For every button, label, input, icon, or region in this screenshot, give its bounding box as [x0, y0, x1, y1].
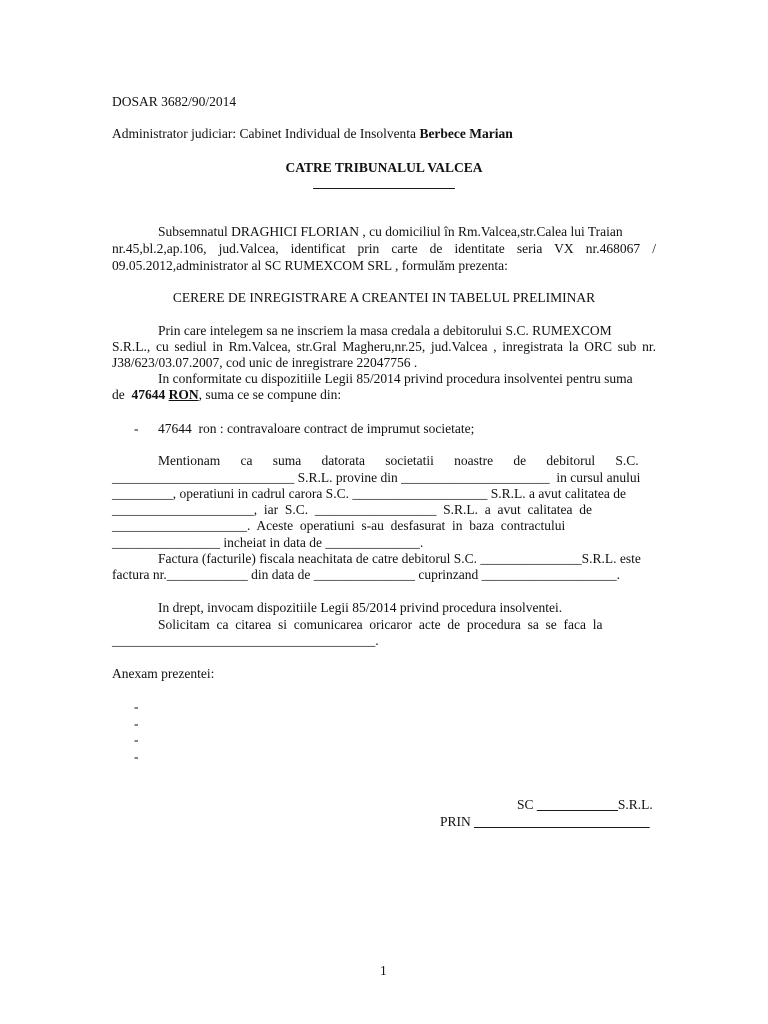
page-number: 1 [380, 963, 387, 978]
signature-company: SC ____________S.R.L. [517, 797, 653, 812]
claim-line-3: J38/623/03.07.2007, cod unic de inregistrare 22047756 . [112, 355, 418, 370]
legal-basis-line-1: In conformitate cu dispozitiile Legii 85/2014 privind procedura insolventei pentru suma [158, 371, 633, 386]
legal-invocation: In drept, invocam dispozitiile Legii 85/2014 privind procedura insolventei. [158, 600, 563, 615]
annex-dash-1: - [134, 699, 139, 714]
signature-representative-blank: __________________________ [474, 814, 650, 829]
details-line-6: ________________ incheiat in data de ______________. [112, 535, 424, 550]
details-line-5: ____________________. Aceste operatiuni s-au desfasurat in baza contractului [112, 518, 566, 533]
administrator-line [112, 126, 513, 143]
claim-line-1: Prin care intelegem sa ne inscriem la masa credala a debitorului S.C. RUMEXCOM [158, 323, 612, 338]
legal-basis-line-2: de 47644 RON, suma ce se compune din: [112, 387, 342, 402]
claim-currency: RON [168, 387, 199, 402]
signature-representative: PRIN __________________________ [440, 814, 650, 829]
annex-dash-4: - [134, 749, 139, 764]
annex-label: Anexam prezentei: [112, 666, 215, 681]
invoice-line-2: factura nr.____________ din data de _______________ cuprinzand ____________________. [112, 567, 621, 582]
claim-line-2: S.R.L., cu sediul in Rm.Valcea, str.Gral Magheru,nr.25, jud.Valcea , inregistrata la ORC sub nr. [112, 339, 656, 354]
intro-line-2: nr.45,bl.2,ap.106, jud.Valcea, identificat prin carte de identitate seria VX nr.468067 / [112, 241, 656, 256]
request-title: CERERE DE INREGISTRARE A CREANTEI IN TABELUL PRELIMINAR [172, 290, 596, 305]
details-line-2: ___________________________ S.R.L. provine din ______________________ in cursul anului [112, 470, 641, 485]
item-text: 47644 ron : contravaloare contract de imprumut societate; [158, 421, 475, 436]
annex-dash-2: - [134, 716, 139, 731]
details-line-4: _____________________, iar S.C. __________________ S.R.L. a avut calitatea de [112, 502, 592, 517]
invoice-debtor-blank: _______________ [480, 551, 582, 566]
item-dash: - [134, 421, 139, 436]
details-line-1: Mentionam ca suma datorata societatii noastre de debitorul S.C. [158, 453, 639, 468]
signature-company-blank: ____________ [536, 797, 618, 812]
recipient-title-underline: _____________________ [313, 175, 455, 190]
dosar-number: DOSAR 3682/90/2014 [112, 94, 237, 109]
details-line-3: _________, operatiuni in cadrul carora S.C. ____________________ S.R.L. a avut calitatea de [112, 486, 627, 501]
intro-line-1: Subsemnatul DRAGHICI FLORIAN , cu domiciliul în Rm.Valcea,str.Calea lui Traian [158, 224, 623, 239]
claim-amount: 47644 [131, 387, 166, 402]
intro-line-3: 09.05.2012,administrator al SC RUMEXCOM SRL , formulăm prezenta: [112, 258, 508, 273]
administrator-name: Berbece Marian [419, 126, 513, 141]
annex-dash-3: - [134, 732, 139, 747]
administrator-label: Administrator judiciar: Cabinet Individual de Insolventa [112, 126, 420, 141]
recipient-title: CATRE TRIBUNALUL VALCEA [285, 160, 483, 175]
citation-address-blank: _______________________________________. [112, 633, 379, 648]
citation-request: Solicitam ca citarea si comunicarea oricaror acte de procedura sa se faca la [158, 617, 603, 632]
invoice-line-1: Factura (facturile) fiscala neachitata de catre debitorul S.C. _______________S.R.L. este [158, 551, 641, 566]
